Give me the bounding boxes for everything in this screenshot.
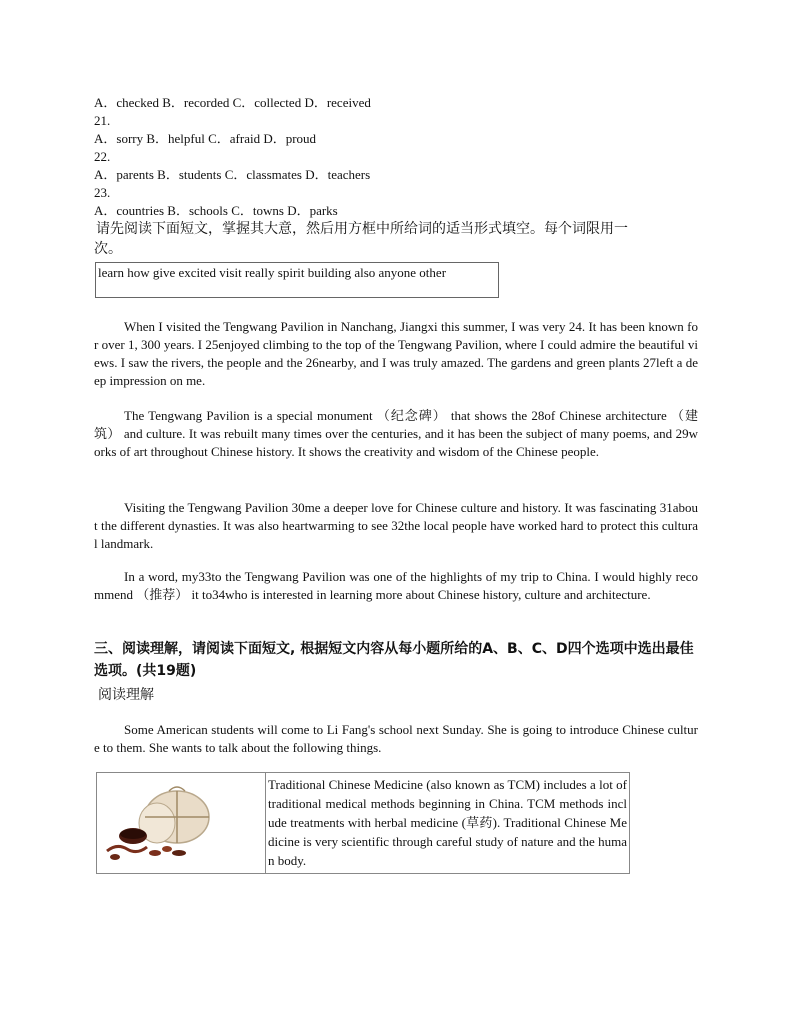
passage-paragraph-2: The Tengwang Pavilion is a special monument （纪念碑） that shows the 28of Chinese architecture （建筑） and culture. It was rebuilt many times over the centuries, and it has been the subject of many poems, and 29works of art throughout Chinese history. It shows the creativity and wisdom of the Chinese people.	[94, 408, 698, 459]
passage-paragraph-3: Visiting the Tengwang Pavilion 30me a deeper love for Chinese culture and history. It was fascinating 31about the different dynasties. It was also heartwarming to see 32the local people have worked hard to protect this cultural landmark.	[94, 500, 698, 551]
question-number-22: 22.	[94, 149, 111, 164]
question-number-23: 23.	[94, 185, 111, 200]
info-table	[96, 772, 630, 874]
instruction-line-2: 次。	[94, 241, 122, 257]
passage-paragraph-4: In a word, my33to the Tengwang Pavilion was one of the highlights of my trip to China. I would highly recommend （推荐） it to34who is interested in learning more about Chinese history, culture and architecture.	[94, 569, 698, 602]
option-line-21: A．sorry B．helpful C．afraid D．proud	[94, 131, 317, 146]
passage-paragraph-1: When I visited the Tengwang Pavilion in Nanchang, Jiangxi this summer, I was very 24. It has been known for over 1, 300 years. I 25enjoyed climbing to the top of the Tengwang Pavilion, where I could admire the beautiful views. I saw the rivers, the people and the 26nearby, and I was truly amazed. The gardens and green plants 27left a deep impression on me.	[94, 319, 698, 388]
word-bank-box: learn how give excited visit really spirit building also anyone other	[95, 262, 499, 298]
table-text-cell: Traditional Chinese Medicine (also known as TCM) includes a lot of traditional medical methods beginning in China. TCM methods include treatments with herbal medicine (草药). Traditional Chinese Medicine is very scientific through careful study of nature and the human body.	[266, 773, 630, 874]
herbal-medicine-icon	[97, 773, 265, 869]
option-line-23: A．countries B．schools C．towns D．parks	[94, 203, 338, 218]
question-number-21: 21.	[94, 113, 111, 128]
reading-intro: Some American students will come to Li Fang's school next Sunday. She is going to introduce Chinese culture to them. She wants to talk about the following things.	[94, 722, 698, 755]
section-subtitle: 阅读理解	[98, 687, 154, 703]
instruction-line-1: 请先阅读下面短文，掌握其大意，然后用方框中所给词的适当形式填空。每个词限用一	[96, 221, 628, 237]
option-line-22: A．parents B．students C．classmates D．teachers	[94, 167, 371, 182]
option-line-20: A．checked B．recorded C．collected D．received	[94, 95, 371, 110]
table-image-cell	[97, 773, 266, 874]
section-title-reading: 三、阅读理解，请阅读下面短文, 根据短文内容从每小题所给的A、B、C、D四个选项中选出最佳选项。(共19题)	[94, 641, 694, 679]
